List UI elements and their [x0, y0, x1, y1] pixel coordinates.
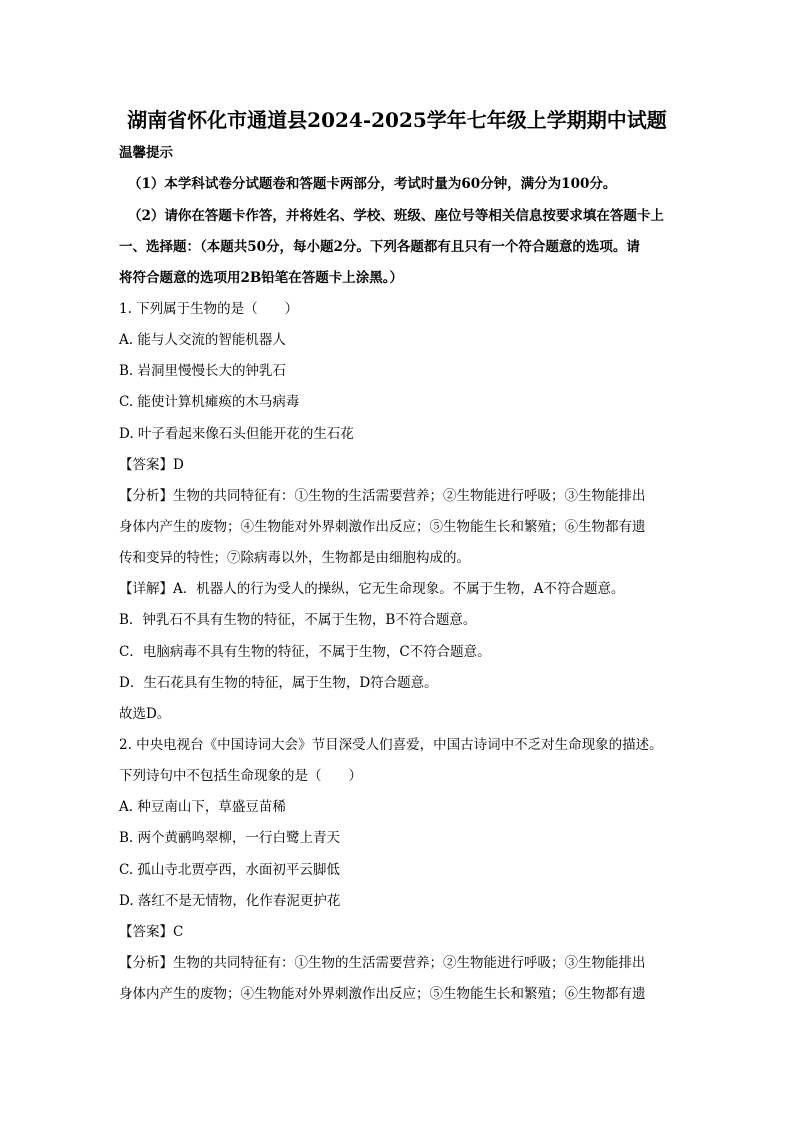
question-2-option-d: D. 落红不是无情物，化作春泥更护花 [119, 893, 341, 909]
question-1-detail-line-2: B．钟乳石不具有生物的特征，不属于生物，B不符合题意。 [119, 612, 477, 628]
question-1-stem: 1. 下列属于生物的是（ ） [119, 301, 299, 317]
question-1-detail-line-4: D．生石花具有生物的特征，属于生物，D符合题意。 [119, 675, 438, 691]
question-1-detail-line-1: 【详解】A．机器人的行为受人的操纵，它无生命现象。不属于生物，A不符合题意。 [119, 581, 625, 597]
question-2-answer: 【答案】C [119, 924, 184, 940]
page-title: 湖南省怀化市通道县2024-2025学年七年级上学期期中试题 [127, 108, 667, 132]
question-2-stem-line-2: 下列诗句中不包括生命现象的是（ ） [119, 768, 362, 784]
notice-item-1: （1）本学科试卷分试题卷和答题卡两部分，考试时量为60分钟，满分为100分。 [128, 176, 617, 192]
question-2-analysis-line-2: 身体内产生的废物；④生物能对外界刺激作出反应；⑤生物能生长和繁殖；⑥生物都有遗 [119, 986, 646, 1002]
question-1-answer: 【答案】D [119, 457, 184, 473]
notice-item-2: （2）请你在答题卡作答，并将姓名、学校、班级、座位号等相关信息按要求填在答题卡上 [128, 208, 664, 224]
question-1-option-b: B. 岩洞里慢慢长大的钟乳石 [119, 363, 287, 379]
question-1-detail-line-3: C．电脑病毒不具有生物的特征，不属于生物，C不符合题意。 [119, 644, 491, 660]
question-1-option-d: D. 叶子看起来像石头但能开花的生石花 [119, 426, 354, 442]
question-2-stem-line-1: 2. 中央电视台《中国诗词大会》节目深受人们喜爱，中国古诗词中不乏对生命现象的描述。 [119, 737, 663, 753]
section-heading-line-1: 一、选择题：（本题共50分，每小题2分。下列各题都有且只有一个符合题意的选项。请 [119, 239, 640, 255]
question-2-analysis-line-1: 【分析】生物的共同特征有：①生物的生活需要营养；②生物能进行呼吸；③生物能排出 [119, 955, 646, 971]
notice-heading: 温馨提示 [119, 145, 173, 161]
question-2-option-c: C. 孤山寺北贾亭西，水面初平云脚低 [119, 862, 340, 878]
section-heading-line-2: 将符合题意的选项用2B铅笔在答题卡上涂黑。） [119, 270, 404, 286]
question-2-option-b: B. 两个黄鹂鸣翠柳，一行白鹭上青天 [119, 830, 341, 846]
question-1-option-a: A. 能与人交流的智能机器人 [119, 332, 286, 348]
question-1-option-c: C. 能使计算机瘫痪的木马病毒 [119, 394, 300, 410]
question-1-conclusion: 故选D。 [119, 706, 171, 722]
question-1-analysis-line-3: 传和变异的特性；⑦除病毒以外，生物都是由细胞构成的。 [119, 550, 470, 566]
question-1-analysis-line-2: 身体内产生的废物；④生物能对外界刺激作出反应；⑤生物能生长和繁殖；⑥生物都有遗 [119, 519, 646, 535]
question-1-analysis-line-1: 【分析】生物的共同特征有：①生物的生活需要营养；②生物能进行呼吸；③生物能排出 [119, 488, 646, 504]
question-2-option-a: A. 种豆南山下，草盛豆苗稀 [119, 799, 286, 815]
